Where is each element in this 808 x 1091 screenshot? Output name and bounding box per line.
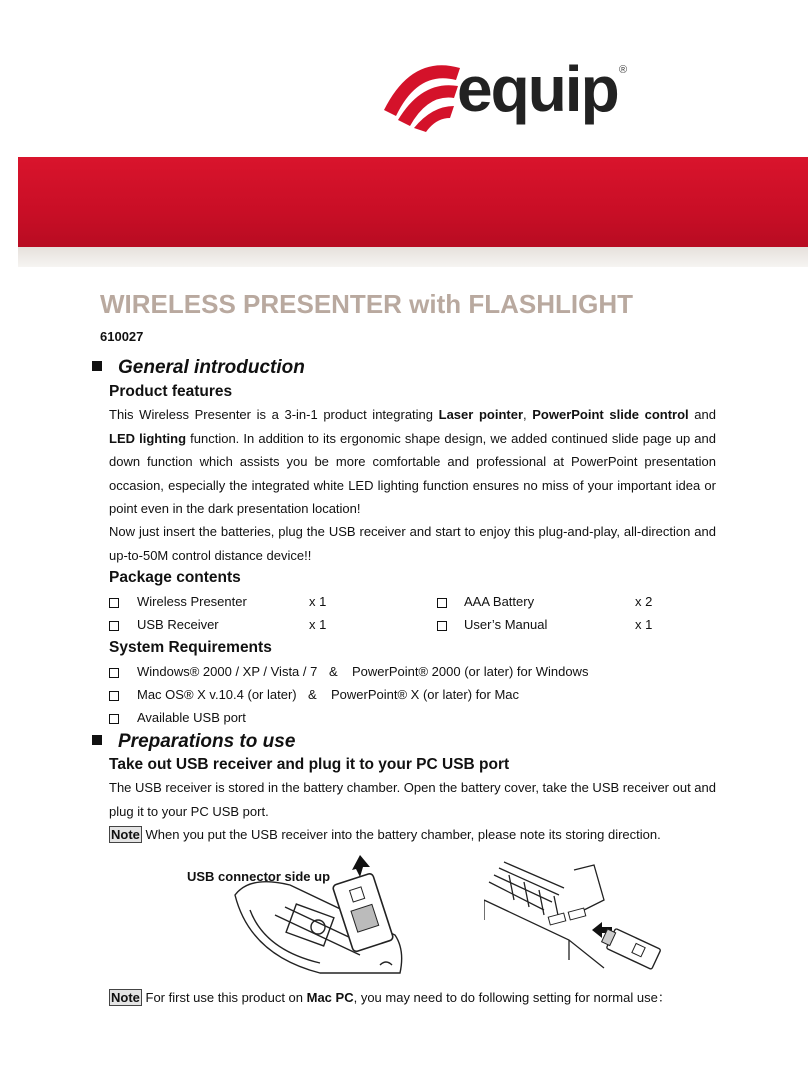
- section-prep-title: Preparations to use: [118, 731, 296, 752]
- logo-wordmark: equip: [457, 53, 618, 125]
- note-1-text: When you put the USB receiver into the battery chamber, please note its storing direction.: [141, 827, 661, 842]
- logo-swoosh-icon: [382, 50, 462, 132]
- product-features-paragraph: [109, 403, 716, 521]
- note-2-text: For first use this product on: [141, 990, 307, 1005]
- sysreq-ampersand: &: [329, 664, 338, 679]
- bullet-square-icon: [92, 361, 102, 371]
- text-run: and: [688, 407, 716, 422]
- checkbox-square-icon: [437, 598, 447, 608]
- note-label: Note: [111, 827, 140, 842]
- intro-paragraph-2: Now just insert the batteries, plug the USB receiver and start to enjoy this plug-and-play, all-direction and up-to-50M control distance device!!: [109, 524, 716, 563]
- laptop-usb-illustration: [484, 860, 664, 970]
- product-features-heading: Product features: [109, 383, 233, 400]
- text-run: This Wireless Presenter is a 3-in-1 product integrating: [109, 407, 439, 422]
- package-contents-heading: Package contents: [109, 569, 241, 586]
- package-qty: x 1: [309, 594, 327, 609]
- checkbox-square-icon: [109, 714, 119, 724]
- package-qty: x 1: [309, 617, 327, 632]
- package-item: User’s Manual: [464, 617, 548, 632]
- note-label: Note: [111, 990, 140, 1005]
- package-item: Wireless Presenter: [137, 594, 247, 609]
- bullet-square-icon: [92, 735, 102, 745]
- package-qty: x 2: [635, 594, 653, 609]
- checkbox-square-icon: [109, 598, 119, 608]
- text-run: ,: [523, 407, 533, 422]
- battery-chamber-illustration: [230, 855, 410, 975]
- usb-receiver-heading: Take out USB receiver and plug it to your PC USB port: [109, 756, 510, 773]
- sysreq-app: PowerPoint® 2000 (or later) for Windows: [352, 664, 589, 679]
- bold-powerpoint-control: PowerPoint slide control: [532, 407, 689, 422]
- note-2-text: , you may need to do following setting for normal use：: [353, 990, 671, 1005]
- product-code: 610027: [100, 329, 144, 344]
- sysreq-os: Windows® 2000 / XP / Vista / 7: [137, 664, 318, 679]
- note-1: [109, 823, 716, 847]
- bold-mac-pc: Mac PC: [306, 990, 354, 1005]
- registered-mark: ®: [619, 64, 628, 76]
- section-general-heading: [92, 357, 305, 379]
- figure-label: USB connector side up: [187, 869, 331, 884]
- sysreq-app: PowerPoint® X (or later) for Mac: [331, 687, 520, 702]
- checkbox-square-icon: [437, 621, 447, 631]
- sysreq-os: Mac OS® X v.10.4 (or later): [137, 687, 297, 702]
- checkbox-square-icon: [109, 621, 119, 631]
- section-prep-heading: [92, 731, 295, 753]
- section-general-title: General introduction: [118, 357, 305, 378]
- usb-receiver-paragraph: The USB receiver is stored in the battery chamber. Open the battery cover, take the USB receiver out and plug it to your PC USB port.: [109, 780, 716, 819]
- package-item: USB Receiver: [137, 617, 219, 632]
- bold-led-lighting: LED lighting: [109, 430, 187, 446]
- header-band-shadow: [18, 247, 808, 267]
- text-run: function. In addition to its ergonomic shape design, we added continued slide page up and down function which assists you be more comfortable and professional at PowerPoint presentation occasion, especially the integrated white LED lighting function ensures no miss of your important idea or point even in the dark presentation location!: [109, 430, 716, 516]
- checkbox-square-icon: [109, 691, 119, 701]
- sysreq-ampersand: &: [308, 687, 317, 702]
- bold-laser-pointer: Laser pointer: [438, 407, 524, 422]
- note-2: [109, 986, 716, 1010]
- package-item: AAA Battery: [464, 594, 535, 609]
- document-title: WIRELESS PRESENTER with FLASHLIGHT: [100, 289, 634, 319]
- package-qty: x 1: [635, 617, 653, 632]
- equip-logo: [382, 50, 642, 132]
- system-requirements-heading: System Requirements: [109, 639, 272, 656]
- header-band: [18, 157, 808, 247]
- sysreq-os: Available USB port: [137, 710, 246, 725]
- checkbox-square-icon: [109, 668, 119, 678]
